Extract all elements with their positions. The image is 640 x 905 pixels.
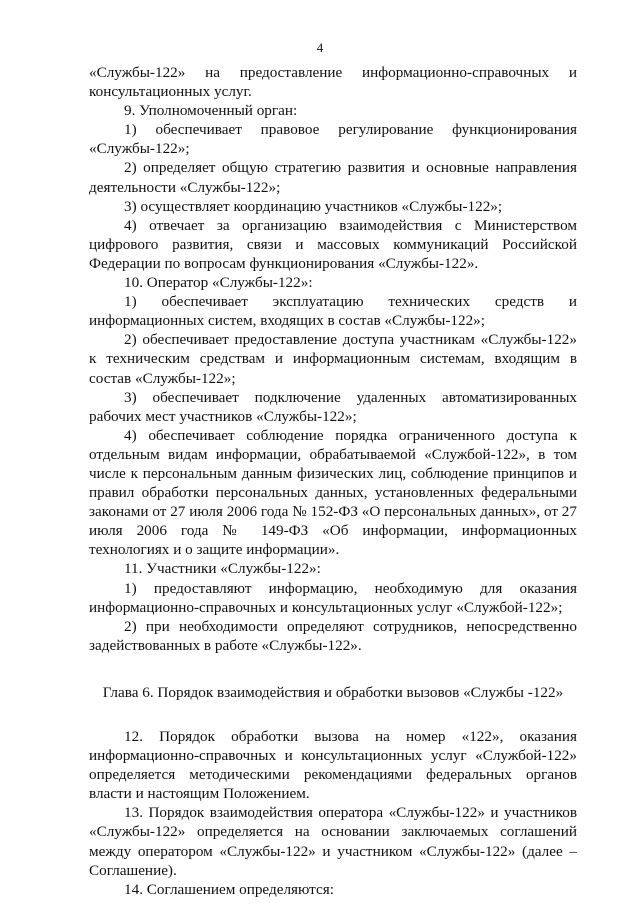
paragraph: 9. Уполномоченный орган: [124,102,298,120]
paragraph: 12. Порядок обработки вызова на номер «122», оказания информационно-справочных и консультационных услуг «Службой-122» определяется методическими рекомендациями федеральных органов власти и настоящим Положением. [89,728,577,803]
paragraph: 3) обеспечивает подключение удаленных автоматизированных рабочих мест участников «Службы-122»; [89,388,577,425]
paragraph: 1) предоставляют информацию, необходимую для оказания информационно-справочных и консультационных услуг «Службой-122»; [89,579,577,616]
paragraph: 13. Порядок взаимодействия оператора «Службы-122» и участников «Службы-122» определяется на основании заключаемых соглашений между оператором «Службы-122» и участником «Службы-122» (далее – Соглашение). [89,804,577,879]
paragraph: 2) при необходимости определяют сотрудников, непосредственно задействованных в работе «Службы-122». [89,617,577,654]
paragraph: 10. Оператор «Службы-122»: [124,274,313,292]
paragraph: 2) обеспечивает предоставление доступа участникам «Службы-122» к техническим средствам и информационным системам, входящим в состав «Службы-122»; [89,331,577,387]
chapter-heading: Глава 6. Порядок взаимодействия и обработки вызовов «Службы -122» [102,683,564,701]
paragraph: 14. Соглашением определяются: [124,880,334,898]
paragraph: 1) обеспечивает правовое регулирование функционирования «Службы-122»; [89,121,577,158]
section-after-heading [89,727,577,899]
paragraph: «Службы-122» на предоставление информационно-справочных и консультационных услуг. [89,64,577,101]
paragraph: 3) осуществляет координацию участников «Службы-122»; [124,197,503,215]
page-content [89,63,577,899]
paragraph: 11. Участники «Службы-122»: [124,560,321,578]
paragraph: 1) обеспечивает эксплуатацию технических средств и информационных систем, входящих в состав «Службы-122»; [89,293,577,330]
paragraph: 4) отвечает за организацию взаимодействия с Министерством цифрового развития, связи и массовых коммуникаций Российской Федерации по вопросам функционирования «Службы-122». [89,216,577,272]
page-number: 4 [316,40,324,55]
paragraph: 4) обеспечивает соблюдение порядка ограниченного доступа к отдельным видам информации, обрабатываемой «Службой-122», в том числе к персональным данным физических лиц, соблюдение принципов и правил обработки персональных данных, установленных федеральными законами от 27 июля 2006 года № 152-ФЗ «О персональных данных», от 27 июля 2006 года № 149-ФЗ «Об информации, информационных технологиях и о защите информации». [89,426,577,559]
paragraph: 2) определяет общую стратегию развития и основные направления деятельности «Службы-122»; [89,159,577,196]
section-before-heading [89,63,577,655]
